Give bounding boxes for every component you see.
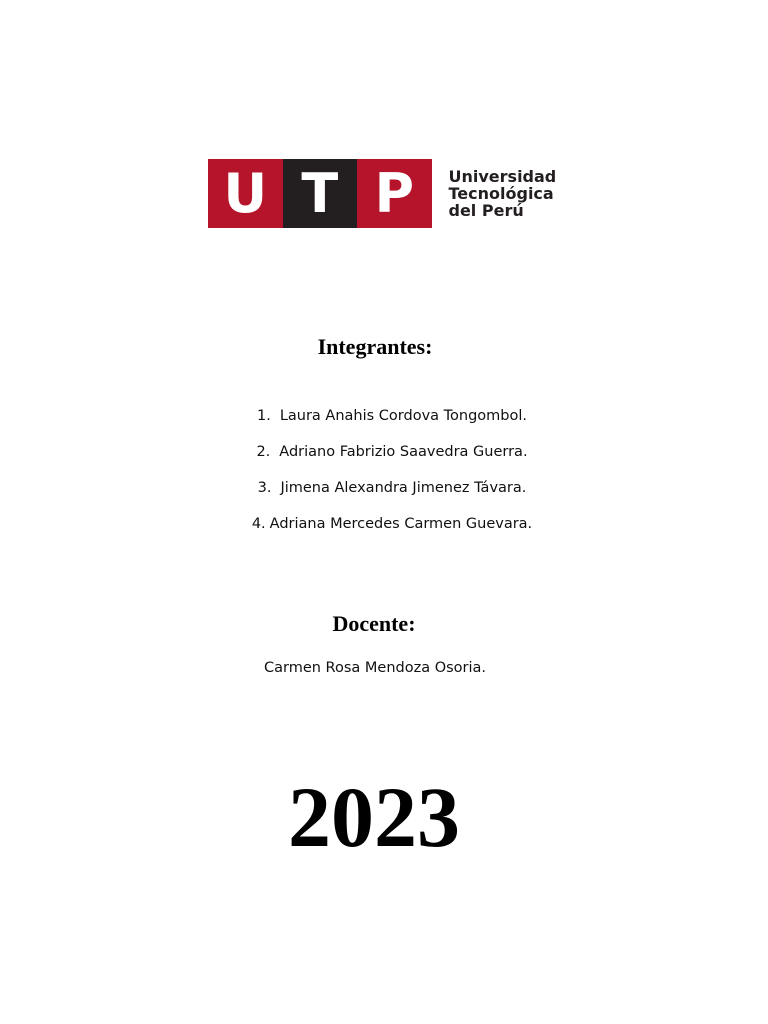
- teacher-name: Carmen Rosa Mendoza Osoria.: [263, 660, 487, 676]
- list-item-name: Jimena Alexandra Jimenez Távara.: [280, 480, 527, 496]
- list-item: [0, 516, 768, 532]
- list-item-name: Laura Anahis Cordova Tongombol.: [279, 408, 528, 424]
- logo-name-line-1: Universidad: [448, 167, 557, 186]
- logo-letter-blocks: [208, 159, 432, 228]
- docente-heading: Docente:: [332, 611, 416, 636]
- utp-logo: [208, 159, 556, 228]
- logo-letter-t: T: [283, 159, 358, 228]
- logo-university-name: [449, 168, 557, 219]
- logo-name-line-2: Tecnológica: [448, 184, 554, 203]
- list-item: [0, 444, 768, 460]
- list-item-number: 3.: [257, 480, 272, 496]
- list-item-number: 4.: [251, 516, 266, 532]
- list-item-name: Adriano Fabrizio Saavedra Guerra.: [279, 444, 528, 460]
- list-item-name: Adriana Mercedes Carmen Guevara.: [269, 516, 533, 532]
- year-text: 2023: [288, 769, 460, 865]
- integrantes-heading: Integrantes:: [317, 334, 433, 359]
- list-item: [0, 480, 768, 496]
- list-item-number: 2.: [256, 444, 271, 460]
- logo-letter-u: U: [208, 159, 283, 228]
- logo-name-line-3: del Perú: [448, 201, 524, 220]
- list-item: [0, 408, 768, 424]
- logo-letter-p: P: [357, 159, 432, 228]
- list-item-number: 1.: [256, 408, 271, 424]
